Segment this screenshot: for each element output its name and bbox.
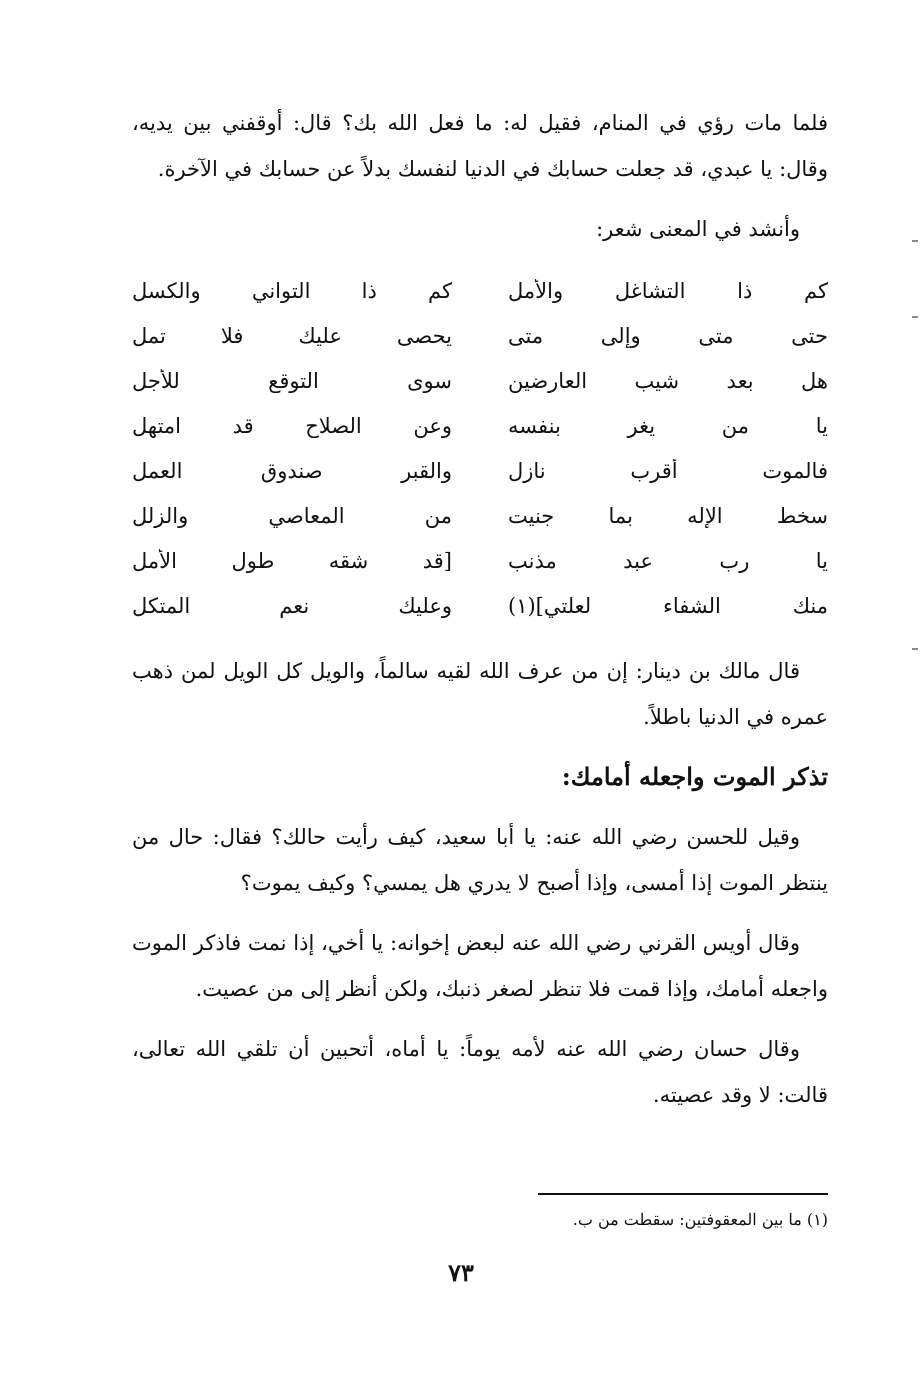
verse-second-half: يحصى عليك فلا تمل — [132, 323, 452, 348]
verse-second-half: وعليك نعم المتكل — [132, 593, 452, 618]
verse-first-half: فالموت أقرب نازل — [508, 458, 828, 483]
poem — [132, 268, 828, 628]
poem-verse — [132, 493, 828, 538]
footnote-divider — [538, 1193, 828, 1195]
verse-second-half: سوى التوقع للأجل — [132, 368, 452, 393]
verse-second-half: كم ذا التواني والكسل — [132, 278, 452, 303]
poem-intro: وأنشد في المعنى شعر: — [596, 217, 800, 241]
poem-verse — [132, 538, 828, 583]
scan-mark — [912, 648, 918, 650]
paragraph-hasan: وقيل للحسن رضي الله عنه: يا أبا سعيد، كيف رأيت حالك؟ فقال: حال من ينتظر الموت إذا أمسى، وإذا أصبح لا يدري هل يمسي؟ وكيف يموت؟ — [132, 825, 828, 895]
scan-mark — [912, 316, 918, 318]
verse-second-half: وعن الصلاح قد امتهل — [132, 413, 452, 438]
poem-verse — [132, 448, 828, 493]
scan-mark — [912, 240, 918, 242]
verse-first-half: هل بعد شيب العارضين — [508, 368, 828, 393]
poem-verse — [132, 313, 828, 358]
paragraph-dream: فلما مات رؤي في المنام، فقيل له: ما فعل الله بك؟ قال: أوقفني بين يديه، وقال: يا عبدي، قد جعلت حسابك في الدنيا لنفسك بدلاً عن حسابك في الآخرة. — [132, 111, 828, 181]
verse-second-half: من المعاصي والزلل — [132, 503, 452, 528]
page-body — [132, 100, 828, 1132]
verse-first-half: يا من يغر بنفسه — [508, 413, 828, 438]
verse-second-half: [قد شقه طول الأمل — [132, 548, 452, 573]
verse-first-half: يا رب عبد مذنب — [508, 548, 828, 573]
verse-second-half: والقبر صندوق العمل — [132, 458, 452, 483]
paragraph-malik: قال مالك بن دينار: إن من عرف الله لقيه سالماً، والويل كل الويل لمن ذهب عمره في الدنيا باطلاً. — [132, 659, 828, 729]
section-heading: تذكر الموت واجعله أمامك: — [561, 762, 828, 791]
verse-first-half: حتى متى وإلى متى — [508, 323, 828, 348]
poem-verse — [132, 358, 828, 403]
paragraph-hassan: وقال حسان رضي الله عنه لأمه يوماً: يا أماه، أتحبين أن تلقي الله تعالى، قالت: لا وقد عصيته. — [132, 1037, 828, 1107]
paragraph-uways: وقال أويس القرني رضي الله عنه لبعض إخوانه: يا أخي، إذا نمت فاذكر الموت واجعله أمامك، وإذا قمت فلا تنظر لصغر ذنبك، ولكن أنظر إلى من عصيت. — [132, 931, 828, 1001]
poem-verse — [132, 268, 828, 313]
verse-first-half: كم ذا التشاغل والأمل — [508, 278, 828, 303]
poem-verse — [132, 583, 828, 628]
page-number: ٧٣ — [448, 1258, 474, 1287]
verse-first-half: سخط الإله بما جنيت — [508, 503, 828, 528]
poem-verse — [132, 403, 828, 448]
footnote: (١) ما بين المعقوفتين: سقطت من ب. — [572, 1210, 828, 1229]
verse-first-half: منك الشفاء لعلتي](١) — [508, 593, 828, 618]
